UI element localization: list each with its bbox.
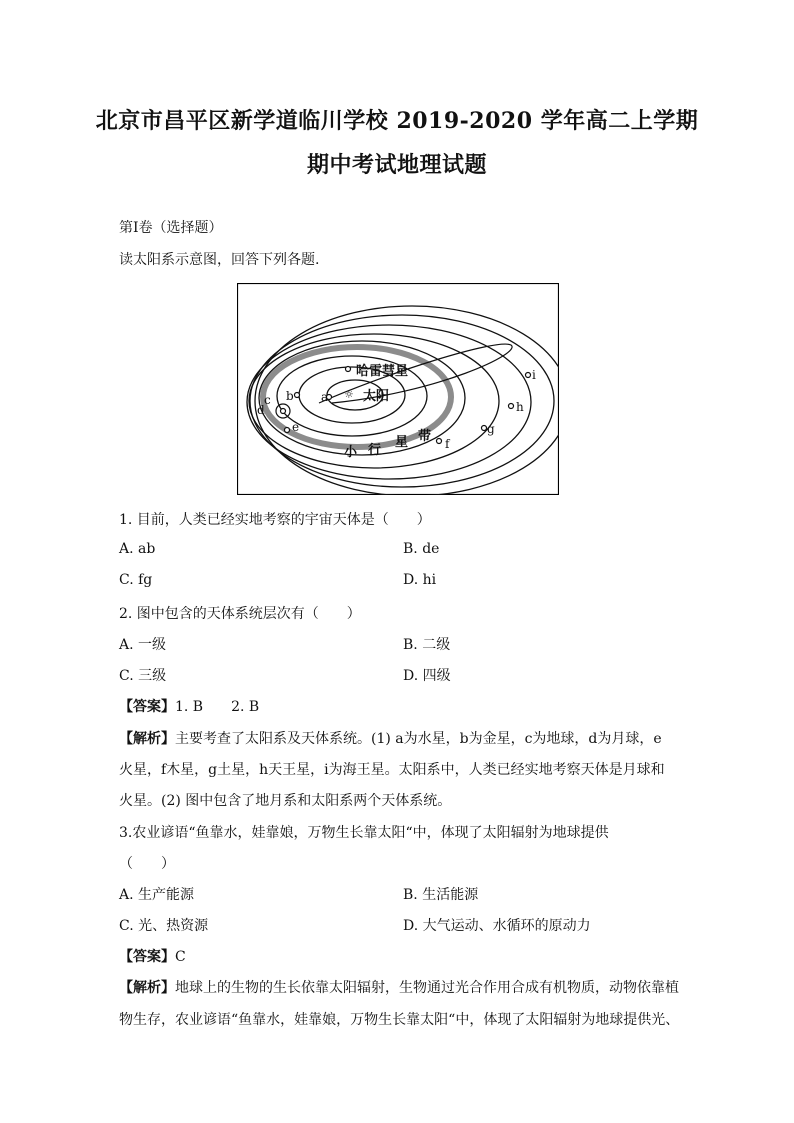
sun-icon: ☼	[344, 388, 354, 401]
label-i: i	[532, 368, 536, 382]
explanation-text: 地球上的生物的生长依靠太阳辐射，生物通过光合作用合成有机物质，动物依靠植	[175, 980, 679, 996]
answer-label: 【答案】	[119, 949, 175, 965]
planet-b-dot	[295, 393, 300, 398]
q3-option-d: D. 大气运动、水循环的原动力	[403, 918, 591, 934]
doc-title-line1: 北京市昌平区新学道临川学校 2019-2020 学年高二上学期	[95, 108, 699, 134]
answer-1	[119, 696, 259, 716]
label-c: c	[264, 393, 271, 407]
label-a: a	[321, 390, 329, 404]
label-g: g	[487, 422, 495, 436]
q1-stem: 1. 目前，人类已经实地考察的宇宙天体是（ ）	[119, 512, 431, 528]
answer-text: C	[175, 949, 186, 965]
belt-char-2: 行	[368, 443, 382, 458]
explanation-text: 主要考查了太阳系及天体系统。(1) a为水星，b为金星，c为地球，d为月球，e	[175, 731, 662, 747]
solar-system-diagram	[237, 283, 559, 495]
explanation-label: 【解析】	[119, 731, 175, 747]
q2-stem: 2. 图中包含的天体系统层次有（ ）	[119, 606, 361, 622]
q2-option-d: D. 四级	[403, 668, 451, 684]
q2-option-c: C. 三级	[119, 668, 167, 684]
q3-stem-bracket: （ ）	[119, 856, 175, 872]
q3-option-b: B. 生活能源	[403, 887, 479, 903]
planet-f-dot	[437, 439, 442, 444]
explanation-2-line1	[119, 977, 679, 997]
label-h: h	[516, 400, 524, 414]
planet-h-dot	[509, 404, 514, 409]
q3-option-c: C. 光、热资源	[119, 918, 209, 934]
section-heading: 第Ⅰ卷（选择题）	[119, 220, 223, 236]
belt-char-1: 小	[344, 445, 358, 460]
q2-option-b: B. 二级	[403, 637, 451, 653]
answer-label: 【答案】	[119, 699, 175, 715]
answer-text: 1. B 2. B	[175, 699, 260, 715]
explanation-1-line2: 火星，f木星，g土星，h天王星，i为海王星。太阳系中，人类已经实地考察天体是月球和	[119, 762, 665, 778]
q1-option-a: A. ab	[119, 541, 156, 557]
intro-text: 读太阳系示意图，回答下列各题.	[119, 252, 320, 268]
q1-option-b: B. de	[403, 541, 440, 557]
label-e: e	[292, 420, 300, 434]
belt-char-3: 星	[395, 435, 409, 450]
planet-e-dot	[285, 428, 290, 433]
comet-label: 哈雷彗星	[356, 364, 409, 379]
explanation-2-line2: 物生存，农业谚语“鱼靠水，娃靠娘，万物生长靠太阳“中，体现了太阳辐射为地球提供光、	[119, 1012, 680, 1028]
comet-dot	[346, 367, 351, 372]
planet-c-dot	[281, 409, 286, 414]
explanation-1-line3: 火星。(2) 图中包含了地月系和太阳系两个天体系统。	[119, 793, 452, 809]
planet-i-dot	[526, 373, 531, 378]
q2-option-a: A. 一级	[119, 637, 167, 653]
q3-stem: 3.农业谚语“鱼靠水，娃靠娘，万物生长靠太阳“中，体现了太阳辐射为地球提供	[119, 825, 609, 841]
explanation-1-line1	[119, 728, 662, 748]
sun-label: 太阳	[363, 389, 390, 404]
planet-g-dot	[482, 426, 487, 431]
label-d: d	[257, 403, 265, 417]
label-f: f	[445, 437, 450, 451]
answer-2	[119, 946, 186, 966]
label-b: b	[286, 389, 294, 403]
q1-option-d: D. hi	[403, 572, 437, 588]
q1-option-c: C. fg	[119, 572, 153, 588]
q3-option-a: A. 生产能源	[119, 887, 195, 903]
belt-char-4: 带	[418, 429, 432, 444]
doc-title-line2: 期中考试地理试题	[306, 152, 487, 178]
explanation-label: 【解析】	[119, 980, 175, 996]
